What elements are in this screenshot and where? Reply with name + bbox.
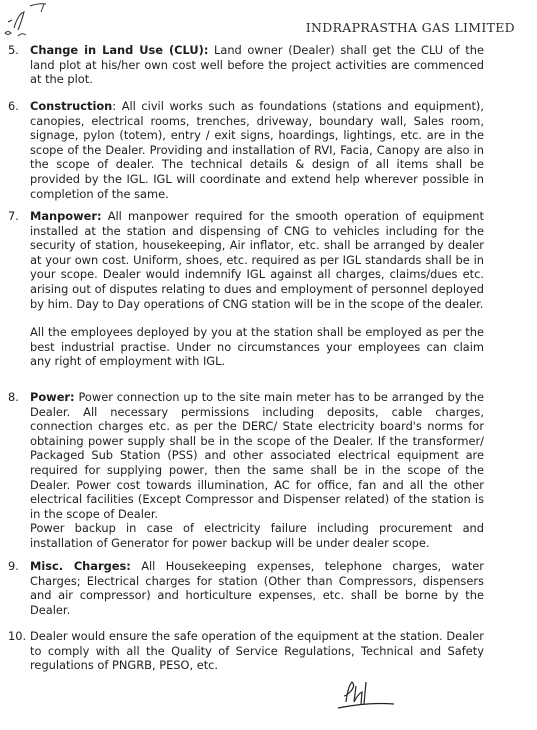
clause-number: 9.	[8, 559, 19, 573]
clause-text: : All civil works such as foundations (stations and equipment), canopies, electrical rooms, trenches, driveway, boundary wall, Sales room, signage, pylon (totem), entry / exit signs, hoardings, lightings, etc. are in the scope of the Dealer. Providing and installation of RVI, Facia, Canopy are also in the scope of dealer. The technical details & design of all items shall be provided by the IGL. IGL will coordinate and extend help wherever possible in completion of the same.	[30, 99, 484, 201]
clause-text: Power connection up to the site main meter has to be arranged by the Dealer. All necessary permissions including deposits, cable charges, connection charges etc. as per the DERC/ State electricity board's norms for obtaining power supply shall be in the scope of the Dealer. If the transformer/ Packaged Sub Station (PSS) and other associated electrical equipment are required for supplying power, then the same shall be in the scope of the Dealer. Power cost towards illumination, AC for office, fan and all the other electrical facilities (Except Compressor and Dispenser related) of the station is in the scope of Dealer.	[30, 390, 484, 521]
clause-heading: Manpower:	[30, 209, 102, 223]
clause-heading: Misc. Charges:	[30, 559, 131, 573]
clause-heading: Change in Land Use (CLU):	[30, 43, 209, 57]
clause-8	[8, 390, 484, 551]
clause-number: 10.	[8, 629, 27, 643]
clause-7	[8, 209, 484, 369]
clause-paragraph: Power backup in case of electricity failure including procurement and installation of Generator for power backup will be under dealer scope.	[30, 521, 484, 550]
company-name-header: INDRAPRASTHA GAS LIMITED	[305, 20, 515, 35]
clause-number: 8.	[8, 390, 19, 404]
clause-5	[8, 43, 484, 87]
clause-heading: Power:	[30, 390, 75, 404]
clause-6	[8, 99, 484, 201]
handwritten-page-mark	[0, 0, 62, 40]
clause-10	[8, 629, 484, 673]
signature-mark	[330, 676, 400, 716]
clause-number: 5.	[8, 43, 19, 57]
clause-text: All manpower required for the smooth operation of equipment installed at the station and dispensing of CNG to vehicles including for the security of station, housekeeping, Air inflator, etc. shall be arranged by dealer at your own cost. Uniform, shoes, etc. required as per IGL standards shall be in your scope. Dealer would indemnify IGL against all charges, claims/dues etc. arising out of disputes relating to dues and employment of personnel deployed by him. Day to Day operations of CNG station will be in the scope of the dealer.	[30, 209, 484, 311]
clause-paragraph: All the employees deployed by you at the station shall be employed as per the best industrial practise. Under no circumstances your employees can claim any right of employment with IGL.	[30, 325, 484, 369]
clause-text: Dealer would ensure the safe operation of the equipment at the station. Dealer to comply with all the Quality of Service Regulations, Technical and Safety regulations of PNGRB, PESO, etc.	[30, 629, 484, 673]
clause-text: All Housekeeping expenses, telephone charges, water Charges; Electrical charges for station (Other than Compressors, dispensers and air compressor) and horticulture expenses, etc. shall be borne by the Dealer.	[30, 559, 484, 617]
clause-9	[8, 559, 484, 617]
clause-number: 7.	[8, 209, 19, 223]
clause-number: 6.	[8, 99, 19, 113]
clause-heading: Construction	[30, 99, 113, 113]
clause-text: Land owner (Dealer) shall get the CLU of the land plot at his/her own cost well before the project activities are commenced at the plot.	[30, 43, 484, 87]
